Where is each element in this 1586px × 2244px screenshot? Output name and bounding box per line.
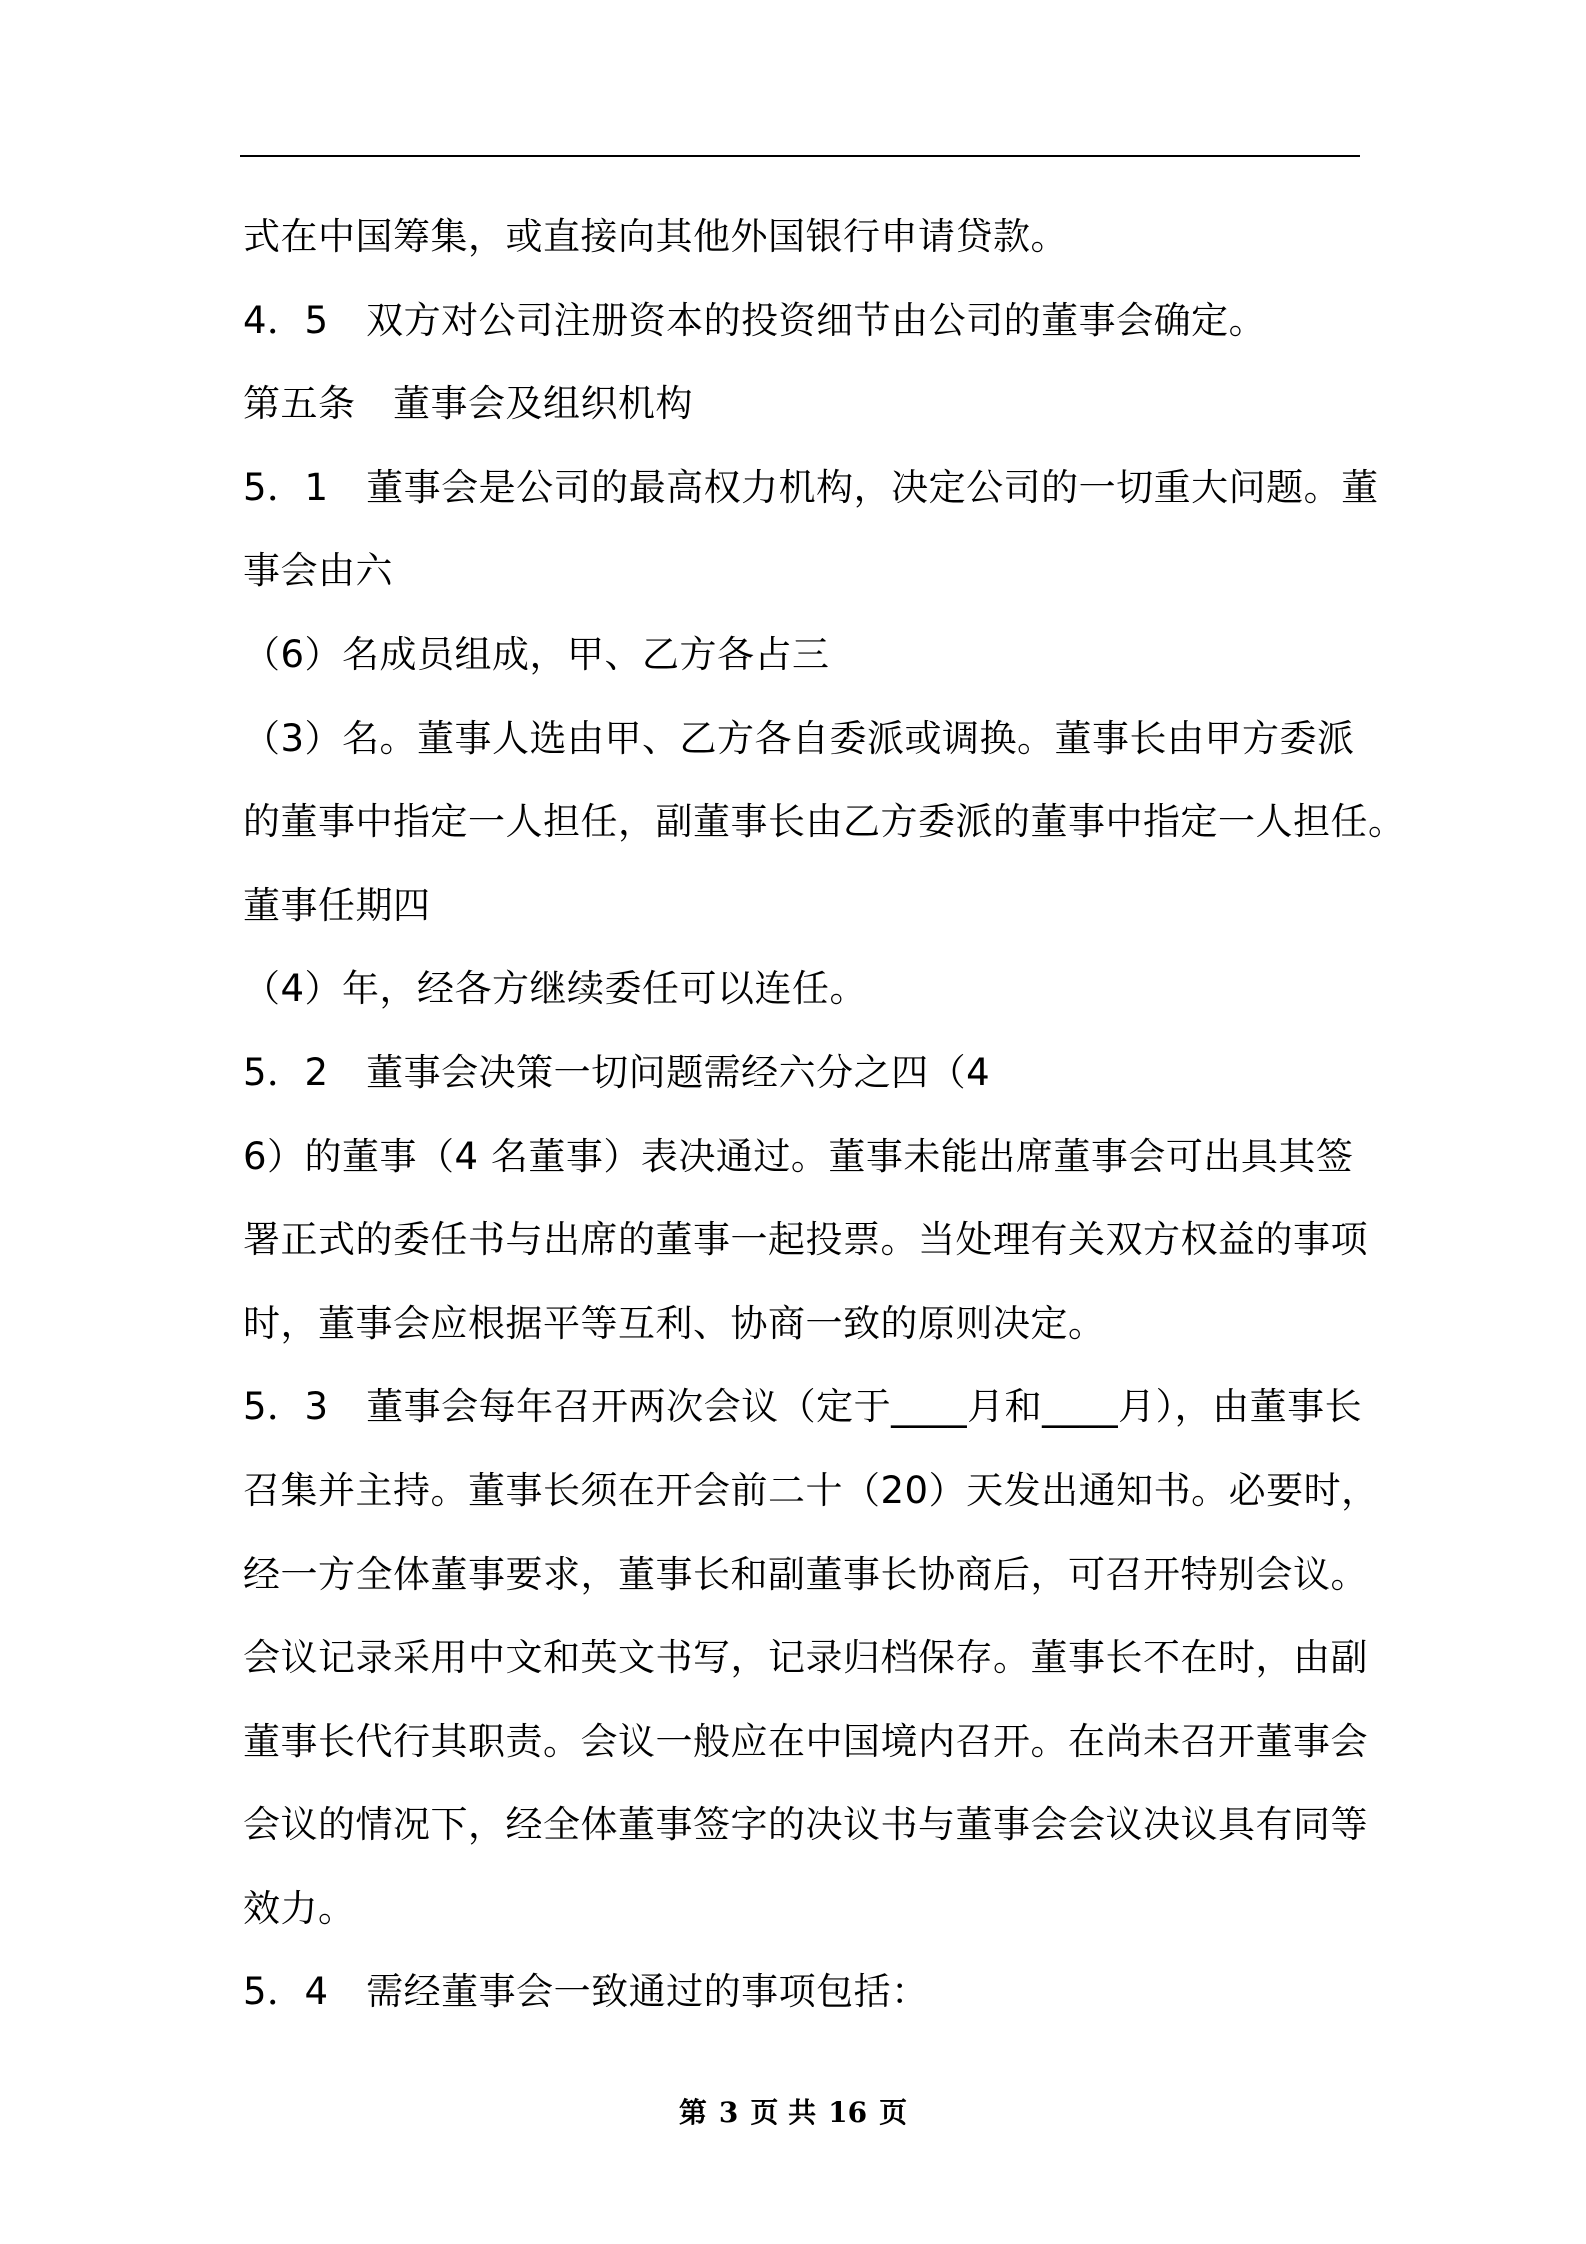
text-line: 时，董事会应根据平等互利、协商一致的原则决定。 [243,1301,1106,1345]
text-line: 经一方全体董事要求，董事长和副董事长协商后，可召开特别会议。 [243,1552,1368,1596]
text-line: 4．5 双方对公司注册资本的投资细节由公司的董事会确定。 [243,298,1267,342]
text-line: 5．1 董事会是公司的最高权力机构，决定公司的一切重大问题。董 [243,465,1379,509]
footer-prefix: 第 [678,2096,707,2129]
footer-suffix: 页 [879,2096,908,2129]
text-line: （4）年，经各方继续委任可以连任。 [243,967,868,1011]
text-line: 召集并主持。董事长须在开会前二十（20）天发出通知书。必要时， [243,1468,1379,1512]
text-line: 5．4 需经董事会一致通过的事项包括： [243,1970,929,2014]
text-line: 效力。 [243,1886,356,1930]
footer-middle: 页 共 [750,2096,817,2129]
document-body [243,195,1406,2034]
total-pages-number: 16 [828,2096,868,2129]
text-line: （3）名。董事人选由甲、乙方各自委派或调换。董事长由甲方委派 [243,716,1355,760]
text-line: 5．3 董事会每年召开两次会议（定于____月和____月），由董事长 [243,1385,1363,1429]
section-heading: 第五条 董事会及组织机构 [243,382,693,426]
text-line: 事会由六 [243,549,393,593]
page-footer [0,2095,1586,2131]
text-line: 署正式的委任书与出席的董事一起投票。当处理有关双方权益的事项 [243,1218,1368,1262]
text-line: 董事任期四 [243,883,431,927]
text-line: （6）名成员组成，甲、乙方各占三 [243,632,830,676]
text-line: 5．2 董事会决策一切问题需经六分之四（4 [243,1050,991,1094]
text-line: 6）的董事（4 名董事）表决通过。董事未能出席董事会可出具其签 [243,1134,1354,1178]
text-line: 的董事中指定一人担任，副董事长由乙方委派的董事中指定一人担任。 [243,800,1406,844]
current-page-number: 3 [718,2096,739,2129]
text-line: 式在中国筹集，或直接向其他外国银行申请贷款。 [243,215,1068,258]
text-line: 会议的情况下，经全体董事签字的决议书与董事会会议决议具有同等 [243,1803,1368,1847]
header-rule [240,155,1360,157]
text-line: 董事长代行其职责。会议一般应在中国境内召开。在尚未召开董事会 [243,1719,1368,1763]
text-line: 会议记录采用中文和英文书写，记录归档保存。董事长不在时，由副 [243,1636,1368,1680]
